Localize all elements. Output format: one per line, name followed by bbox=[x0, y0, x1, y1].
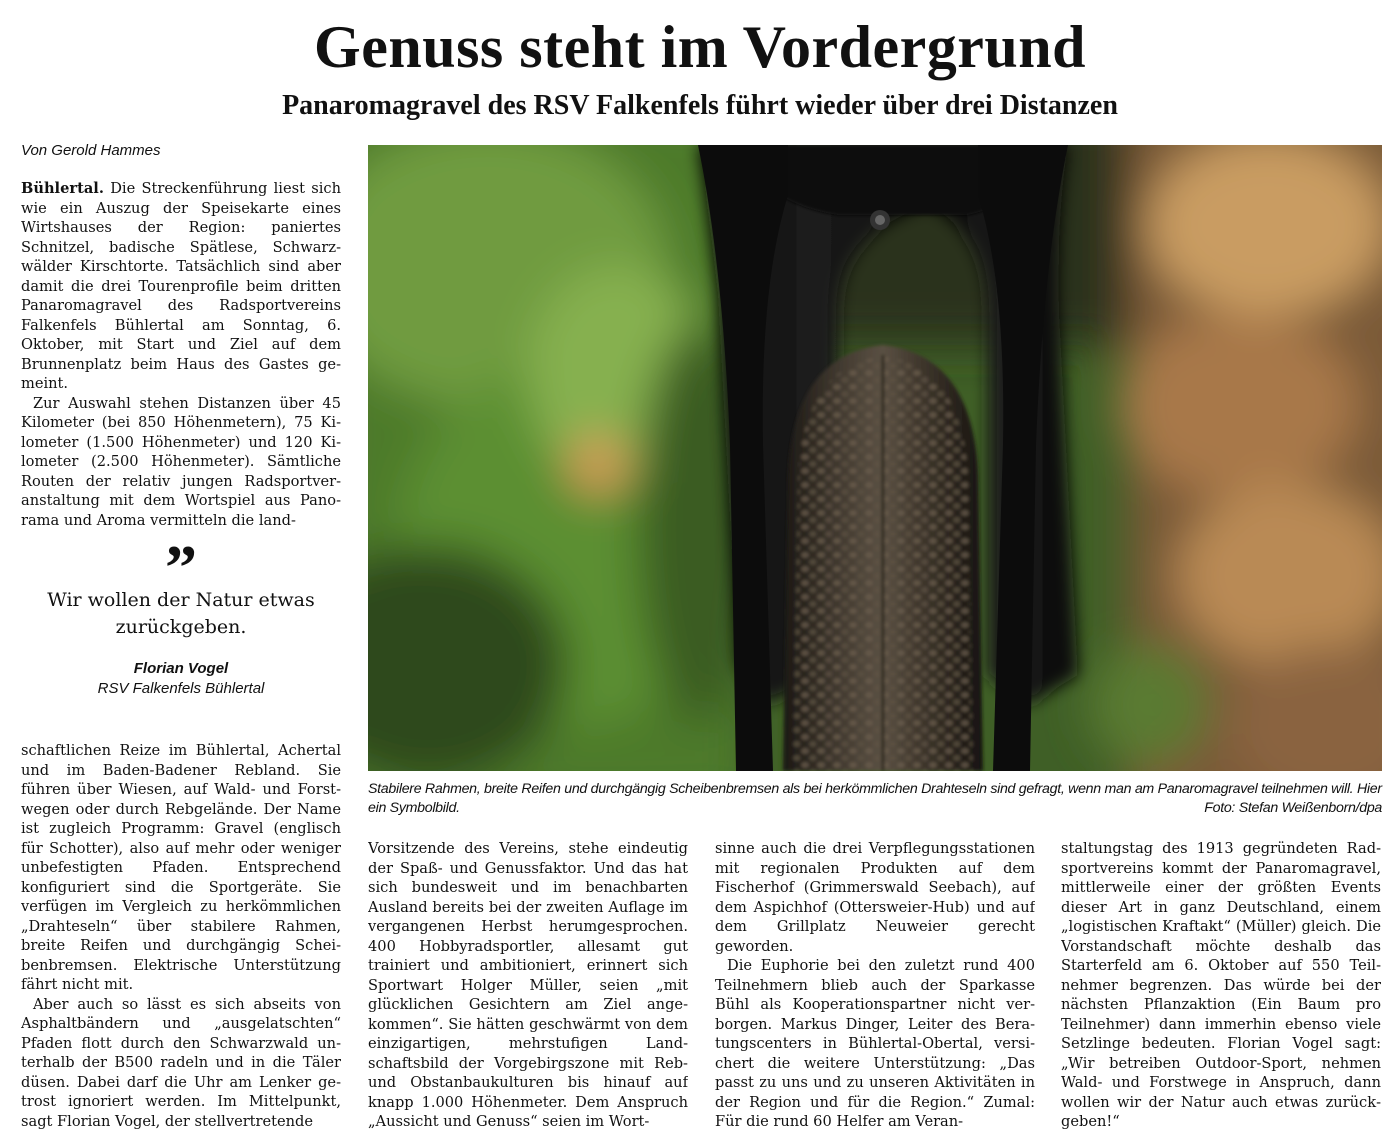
text-column-1-top bbox=[21, 179, 341, 531]
article-subheadline: Panaromagravel des RSV Falkenfels führt wieder über drei Distanzen bbox=[282, 90, 1118, 121]
text-column-3 bbox=[715, 839, 1035, 1137]
paragraph bbox=[21, 179, 341, 394]
paragraph-text: Die Streckenführung liest sich wie ein Auszug der Speisekarte eines Wirtshauses der Region: paniertes Schnitzel, badische Spätlese, Schwarzwälder Kirschtorte. Tatsächlich sind aber damit die drei Tourenprofile beim dritten Panaromagravel des Radsportvereins Falkenfels Bühlertal am Sonntag, 6. Oktober, mit Start und Ziel auf dem Brunnenplatz beim Haus des Gastes gemeint. bbox=[21, 180, 341, 392]
article-headline: Genuss steht im Vordergrund bbox=[314, 14, 1086, 80]
paragraph: Zur Auswahl stehen Distanzen über 45 Kilometer (bei 850 Höhenmetern), 75 Kilometer (1.500 Höhenmeter) und 120 Kilometer (2.500 Höhenmeter). Sämtliche Routen der relativ jungen Radsportveranstaltung mit dem Wortspiel aus Panorama und Aroma vermitteln die land- bbox=[21, 394, 341, 529]
text-column-1-bottom bbox=[21, 741, 341, 1136]
paragraph: Aber auch so lässt es sich abseits von Asphaltbändern und „ausgelatschten“ Pfaden flott durch den Schwarzwald unterhalb der B500 radeln und in die Täler düsen. Dabei darf die Uhr am Lenker getrost ignoriert werden. Im Mittelpunkt, sagt Florian Vogel, der stellvertretende bbox=[21, 995, 341, 1130]
author-byline: Von Gerold Hammes bbox=[21, 142, 161, 159]
paragraph: Die Euphorie bei den zuletzt rund 400 Teilnehmern blieb auch der Sparkasse Bühl als Kooperationspartner nicht verborgen. Markus Dinger, Leiter des Beratungscenters in Bühlertal-Obertal, versichert die weitere Unterstützung: „Das passt zu uns und zu unseren Aktivitäten in der Region und für die Region.“ Zumal: Für die rund 60 Helfer am Veran- bbox=[715, 957, 1035, 1130]
paragraph: staltungstag des 1913 gegründeten Radsportvereins kommt der Panaromagravel, mittlerweile einer der größten Events dieser Art in ganz Deutschland, einem „logistischen Kraftakt“ (Müller) gleich. Die Vorstandschaft möchte deshalb das Starterfeld am 6. Oktober auf 550 Teilnehmer begrenzen. Das würde bei der nächsten Pflanzaktion (Ein Baum pro Teilnehmer) dann immerhin ebenso viele Setzlinge bedeuten. Florian Vogel sagt: „Wir betreiben Outdoor-Sport, nehmen Wald- und Forstwege in Anspruch, dann wollen wir der Natur auch etwas zurückgeben!“ bbox=[1061, 840, 1381, 1130]
photo-caption bbox=[368, 780, 1382, 818]
caption-text: Stabilere Rahmen, breite Reifen und durchgängig Scheibenbremsen als bei herkömmlichen Drahteseln sind gefragt, wenn man am Panaromagravel teilnehmen will. Hier ein Symbolbild. bbox=[368, 781, 1382, 816]
paragraph: Vorsitzende des Vereins, stehe eindeutig der Spaß- und Genussfaktor. Und das hat sich bundesweit und im benachbarten Ausland bereits bei der zweiten Auflage im vergangenen Herbst herumgesprochen. 400 Hobbyradsportler, allesamt gut trainiert und ambitioniert, erinnert sich Sportwart Holger Müller, seien „mit glücklichen Gesichtern am Ziel angekommen“. Sie hätten geschwärmt von dem einzigartigen, mehrstufigen Landschaftsbild der Vorgebirgszone mit Reb- und Obstanbaukulturen bis hinauf auf knapp 1.000 Höhenmeter. Dem Anspruch „Aussicht und Genuss“ seien im Wort- bbox=[368, 840, 688, 1130]
text-column-2 bbox=[368, 839, 688, 1137]
pull-quote-text: Wir wollen der Natur etwas zurückgeben. bbox=[47, 589, 315, 638]
article-photo bbox=[368, 145, 1382, 771]
gravel-bike-front-wheel-photo-icon bbox=[368, 145, 1382, 771]
pull-quote-author: Florian Vogel bbox=[133, 660, 229, 677]
pull-quote-organization: RSV Falkenfels Bühlertal bbox=[97, 680, 265, 697]
photo-credit: Foto: Stefan Weißenborn/dpa bbox=[1204, 800, 1382, 816]
dateline: Bühlertal. bbox=[21, 180, 104, 197]
paragraph: schaftlichen Reize im Bühlertal, Achertal und im Baden-Badener Rebland. Sie führen über Wiesen, auf Wald- und Forstwegen oder durch Rebgelände. Der Name ist zugleich Programm: Gravel (englisch für Schotter), also auf mehr oder weniger unbefestigten Pfaden. Entsprechend konfiguriert sind die Sportgeräte. Sie verfügen im Vergleich zu herkömmlichen „Drahteseln“ über stabilere Rahmen, breite Reifen und durchgängig Scheibenbremsen. Elektrische Unterstützung fährt nicht mit. bbox=[21, 742, 341, 993]
pull-quote bbox=[21, 532, 341, 699]
paragraph: sinne auch die drei Verpflegungsstationen mit regionalen Produkten auf dem Fischerhof (Grimmerswald Seebach), auf dem Aspichhof (Ottersweier-Hub) und auf dem Grillplatz Neuweier gerecht geworden. bbox=[715, 840, 1035, 955]
quotation-mark-icon: ” bbox=[165, 532, 197, 603]
text-column-4 bbox=[1061, 839, 1381, 1137]
